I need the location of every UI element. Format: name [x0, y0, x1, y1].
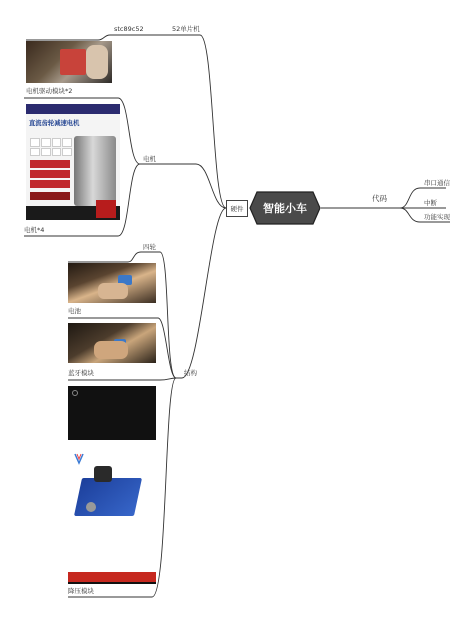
motor-label: 电机 [143, 155, 156, 163]
buck-inductor-graphic [94, 466, 112, 482]
hardware-branch-node[interactable] [226, 200, 248, 217]
central-topic-label: 智能小车 [263, 202, 307, 215]
driver-hand-shape [86, 45, 108, 79]
bluetooth-hand-shape [94, 341, 128, 359]
motor-driver-image [26, 41, 112, 83]
motor-ad-spec-4 [30, 192, 70, 200]
bluetooth-image [68, 323, 156, 363]
driver-board-shape [60, 49, 86, 75]
code-branch-label: 代码 [372, 194, 387, 203]
buck-module-image [68, 386, 156, 584]
buck-product-banner [68, 572, 156, 582]
motor-body-graphic [74, 136, 116, 206]
buck-capacitor-graphic [86, 502, 96, 512]
code-node-interrupt: 中断 [424, 199, 437, 207]
motor-ad-spec-2 [30, 170, 70, 178]
phone-status-dot [72, 390, 78, 396]
buck-board-graphic [74, 478, 142, 516]
code-node-serial: 串口通信 [424, 179, 450, 187]
mcu-type-label: 52单片机 [172, 25, 200, 33]
motor-ad-title: 直流齿轮减速电机 [29, 120, 80, 127]
code-node-function: 功能实现 [424, 213, 450, 221]
brand-logo-icon [74, 450, 84, 462]
motor-ad-header [26, 104, 120, 114]
buck-label: 降压模块 [68, 587, 94, 595]
central-topic-node[interactable] [249, 191, 321, 225]
motor-ad-feature-grid [30, 138, 72, 156]
bluetooth-label: 蓝牙模块 [68, 369, 94, 377]
structure-label: 结构 [184, 369, 197, 377]
motor-driver-label: 电机驱动模块*2 [26, 87, 73, 95]
motor-count-label: 电机*4 [24, 226, 45, 234]
buck-product-panel [68, 440, 156, 572]
four-wheel-label: 四轮 [143, 243, 156, 251]
battery-image [68, 263, 156, 303]
motor-ad-badge [96, 200, 116, 218]
battery-hand-shape [98, 283, 128, 299]
motor-ad-image [26, 104, 120, 220]
motor-ad-spec-1 [30, 160, 70, 168]
mcu-model-label: stc89c52 [114, 25, 144, 33]
hardware-branch-label: 硬件 [230, 205, 244, 213]
battery-label: 电池 [68, 307, 81, 315]
motor-ad-spec-3 [30, 180, 70, 188]
